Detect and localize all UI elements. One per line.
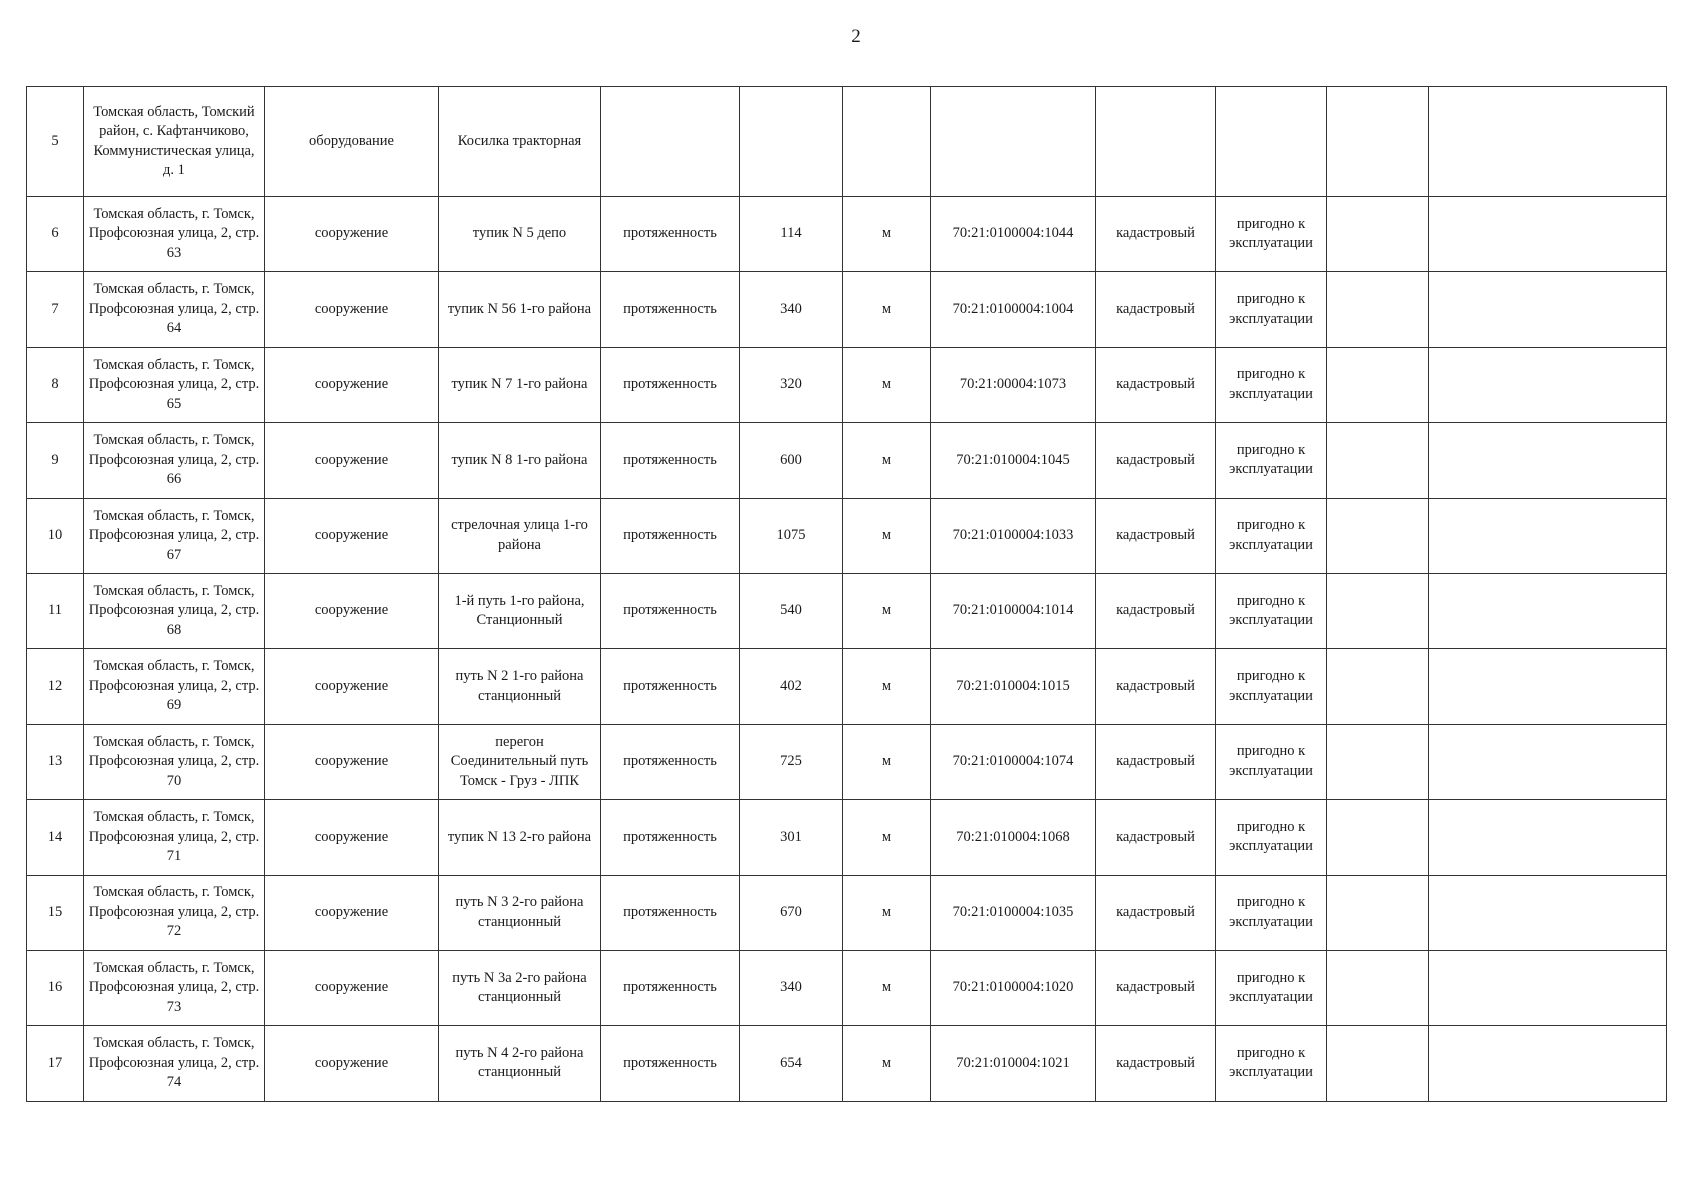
object-name-cell: путь N 3а 2-го района станционный [439, 950, 601, 1025]
number-type-cell [1096, 87, 1216, 197]
value-cell: 1075 [740, 498, 843, 573]
value-cell: 670 [740, 875, 843, 950]
table-row [27, 423, 1667, 498]
object-type-cell: сооружение [265, 423, 439, 498]
number-type-cell: кадастровый [1096, 649, 1216, 724]
row-number-cell: 10 [27, 498, 84, 573]
condition-cell: пригодно к эксплуатации [1216, 498, 1327, 573]
condition-cell [1216, 87, 1327, 197]
number-type-cell: кадастровый [1096, 423, 1216, 498]
condition-cell: пригодно к эксплуатации [1216, 197, 1327, 272]
table-row [27, 875, 1667, 950]
empty-cell-1 [1327, 724, 1429, 799]
empty-cell-2 [1429, 1026, 1667, 1101]
value-cell: 340 [740, 272, 843, 347]
condition-cell: пригодно к эксплуатации [1216, 950, 1327, 1025]
parameter-cell: протяженность [601, 724, 740, 799]
object-type-cell: сооружение [265, 573, 439, 648]
value-cell: 540 [740, 573, 843, 648]
empty-cell-2 [1429, 950, 1667, 1025]
object-type-cell: сооружение [265, 1026, 439, 1101]
unit-cell [843, 87, 931, 197]
empty-cell-2 [1429, 649, 1667, 724]
address-cell: Томская область, г. Томск, Профсоюзная улица, 2, стр. 70 [84, 724, 265, 799]
table-row [27, 197, 1667, 272]
parameter-cell: протяженность [601, 272, 740, 347]
condition-cell: пригодно к эксплуатации [1216, 423, 1327, 498]
object-name-cell: тупик N 7 1-го района [439, 347, 601, 422]
cadastral-number-cell: 70:21:0100004:1033 [931, 498, 1096, 573]
parameter-cell: протяженность [601, 573, 740, 648]
address-cell: Томская область, г. Томск, Профсоюзная улица, 2, стр. 65 [84, 347, 265, 422]
unit-cell: м [843, 875, 931, 950]
empty-cell-2 [1429, 197, 1667, 272]
empty-cell-1 [1327, 649, 1429, 724]
object-type-cell: сооружение [265, 800, 439, 875]
table-row [27, 573, 1667, 648]
condition-cell: пригодно к эксплуатации [1216, 649, 1327, 724]
row-number-cell: 6 [27, 197, 84, 272]
cadastral-number-cell: 70:21:0100004:1020 [931, 950, 1096, 1025]
object-name-cell: путь N 3 2-го района станционный [439, 875, 601, 950]
table-row [27, 272, 1667, 347]
table-row [27, 1026, 1667, 1101]
empty-cell-1 [1327, 573, 1429, 648]
parameter-cell: протяженность [601, 950, 740, 1025]
parameter-cell: протяженность [601, 875, 740, 950]
empty-cell-1 [1327, 423, 1429, 498]
table-row [27, 649, 1667, 724]
condition-cell: пригодно к эксплуатации [1216, 724, 1327, 799]
parameter-cell: протяженность [601, 498, 740, 573]
value-cell: 301 [740, 800, 843, 875]
table-row [27, 724, 1667, 799]
parameter-cell: протяженность [601, 423, 740, 498]
address-cell: Томская область, г. Томск, Профсоюзная улица, 2, стр. 73 [84, 950, 265, 1025]
page-number: 2 [851, 26, 861, 47]
value-cell: 654 [740, 1026, 843, 1101]
unit-cell: м [843, 1026, 931, 1101]
empty-cell-1 [1327, 87, 1429, 197]
object-name-cell: путь N 2 1-го района станционный [439, 649, 601, 724]
condition-cell: пригодно к эксплуатации [1216, 800, 1327, 875]
address-cell: Томская область, г. Томск, Профсоюзная улица, 2, стр. 63 [84, 197, 265, 272]
condition-cell: пригодно к эксплуатации [1216, 1026, 1327, 1101]
row-number-cell: 9 [27, 423, 84, 498]
object-name-cell: стрелочная улица 1-го района [439, 498, 601, 573]
object-name-cell: тупик N 8 1-го района [439, 423, 601, 498]
cadastral-number-cell: 70:21:0100004:1014 [931, 573, 1096, 648]
unit-cell: м [843, 950, 931, 1025]
object-name-cell: 1-й путь 1-го района, Станционный [439, 573, 601, 648]
row-number-cell: 5 [27, 87, 84, 197]
row-number-cell: 8 [27, 347, 84, 422]
condition-cell: пригодно к эксплуатации [1216, 347, 1327, 422]
unit-cell: м [843, 573, 931, 648]
cadastral-number-cell: 70:21:010004:1045 [931, 423, 1096, 498]
number-type-cell: кадастровый [1096, 272, 1216, 347]
table-row [27, 347, 1667, 422]
value-cell: 320 [740, 347, 843, 422]
empty-cell-1 [1327, 197, 1429, 272]
table-row [27, 498, 1667, 573]
object-type-cell: сооружение [265, 197, 439, 272]
parameter-cell: протяженность [601, 347, 740, 422]
empty-cell-1 [1327, 950, 1429, 1025]
row-number-cell: 15 [27, 875, 84, 950]
parameter-cell: протяженность [601, 1026, 740, 1101]
number-type-cell: кадастровый [1096, 197, 1216, 272]
number-type-cell: кадастровый [1096, 1026, 1216, 1101]
object-name-cell: путь N 4 2-го района станционный [439, 1026, 601, 1101]
empty-cell-2 [1429, 573, 1667, 648]
parameter-cell: протяженность [601, 197, 740, 272]
unit-cell: м [843, 800, 931, 875]
empty-cell-2 [1429, 423, 1667, 498]
value-cell: 340 [740, 950, 843, 1025]
unit-cell: м [843, 347, 931, 422]
number-type-cell: кадастровый [1096, 800, 1216, 875]
empty-cell-2 [1429, 875, 1667, 950]
value-cell: 114 [740, 197, 843, 272]
address-cell: Томская область, Томский район, с. Кафтанчиково, Коммунистическая улица, д. 1 [84, 87, 265, 197]
empty-cell-2 [1429, 498, 1667, 573]
cadastral-number-cell: 70:21:00004:1073 [931, 347, 1096, 422]
object-type-cell: сооружение [265, 875, 439, 950]
value-cell [740, 87, 843, 197]
condition-cell: пригодно к эксплуатации [1216, 875, 1327, 950]
number-type-cell: кадастровый [1096, 950, 1216, 1025]
cadastral-number-cell [931, 87, 1096, 197]
object-name-cell: перегон Соединительный путь Томск - Груз - ЛПК [439, 724, 601, 799]
empty-cell-2 [1429, 272, 1667, 347]
unit-cell: м [843, 423, 931, 498]
address-cell: Томская область, г. Томск, Профсоюзная улица, 2, стр. 67 [84, 498, 265, 573]
object-name-cell: тупик N 13 2-го района [439, 800, 601, 875]
empty-cell-1 [1327, 347, 1429, 422]
object-name-cell: Косилка тракторная [439, 87, 601, 197]
property-registry-table [26, 86, 1667, 1102]
cadastral-number-cell: 70:21:010004:1068 [931, 800, 1096, 875]
row-number-cell: 17 [27, 1026, 84, 1101]
row-number-cell: 11 [27, 573, 84, 648]
object-name-cell: тупик N 5 депо [439, 197, 601, 272]
table-row [27, 950, 1667, 1025]
object-type-cell: сооружение [265, 724, 439, 799]
object-type-cell: сооружение [265, 649, 439, 724]
condition-cell: пригодно к эксплуатации [1216, 272, 1327, 347]
row-number-cell: 13 [27, 724, 84, 799]
object-type-cell: сооружение [265, 272, 439, 347]
address-cell: Томская область, г. Томск, Профсоюзная улица, 2, стр. 72 [84, 875, 265, 950]
cadastral-number-cell: 70:21:0100004:1044 [931, 197, 1096, 272]
empty-cell-1 [1327, 1026, 1429, 1101]
empty-cell-1 [1327, 875, 1429, 950]
empty-cell-2 [1429, 87, 1667, 197]
address-cell: Томская область, г. Томск, Профсоюзная улица, 2, стр. 71 [84, 800, 265, 875]
object-type-cell: сооружение [265, 950, 439, 1025]
address-cell: Томская область, г. Томск, Профсоюзная улица, 2, стр. 74 [84, 1026, 265, 1101]
cadastral-number-cell: 70:21:0100004:1004 [931, 272, 1096, 347]
value-cell: 725 [740, 724, 843, 799]
empty-cell-1 [1327, 272, 1429, 347]
row-number-cell: 7 [27, 272, 84, 347]
value-cell: 402 [740, 649, 843, 724]
unit-cell: м [843, 272, 931, 347]
empty-cell-1 [1327, 498, 1429, 573]
address-cell: Томская область, г. Томск, Профсоюзная улица, 2, стр. 68 [84, 573, 265, 648]
parameter-cell [601, 87, 740, 197]
row-number-cell: 14 [27, 800, 84, 875]
row-number-cell: 16 [27, 950, 84, 1025]
empty-cell-2 [1429, 800, 1667, 875]
empty-cell-2 [1429, 724, 1667, 799]
row-number-cell: 12 [27, 649, 84, 724]
address-cell: Томская область, г. Томск, Профсоюзная улица, 2, стр. 66 [84, 423, 265, 498]
condition-cell: пригодно к эксплуатации [1216, 573, 1327, 648]
empty-cell-2 [1429, 347, 1667, 422]
registry-body [27, 87, 1667, 1102]
cadastral-number-cell: 70:21:0100004:1035 [931, 875, 1096, 950]
object-type-cell: оборудование [265, 87, 439, 197]
number-type-cell: кадастровый [1096, 724, 1216, 799]
value-cell: 600 [740, 423, 843, 498]
empty-cell-1 [1327, 800, 1429, 875]
object-name-cell: тупик N 56 1-го района [439, 272, 601, 347]
number-type-cell: кадастровый [1096, 347, 1216, 422]
object-type-cell: сооружение [265, 347, 439, 422]
unit-cell: м [843, 197, 931, 272]
number-type-cell: кадастровый [1096, 498, 1216, 573]
unit-cell: м [843, 724, 931, 799]
parameter-cell: протяженность [601, 649, 740, 724]
unit-cell: м [843, 649, 931, 724]
cadastral-number-cell: 70:21:010004:1015 [931, 649, 1096, 724]
parameter-cell: протяженность [601, 800, 740, 875]
cadastral-number-cell: 70:21:0100004:1074 [931, 724, 1096, 799]
address-cell: Томская область, г. Томск, Профсоюзная улица, 2, стр. 64 [84, 272, 265, 347]
table-row [27, 800, 1667, 875]
unit-cell: м [843, 498, 931, 573]
cadastral-number-cell: 70:21:010004:1021 [931, 1026, 1096, 1101]
address-cell: Томская область, г. Томск, Профсоюзная улица, 2, стр. 69 [84, 649, 265, 724]
number-type-cell: кадастровый [1096, 573, 1216, 648]
object-type-cell: сооружение [265, 498, 439, 573]
table-row [27, 87, 1667, 197]
number-type-cell: кадастровый [1096, 875, 1216, 950]
